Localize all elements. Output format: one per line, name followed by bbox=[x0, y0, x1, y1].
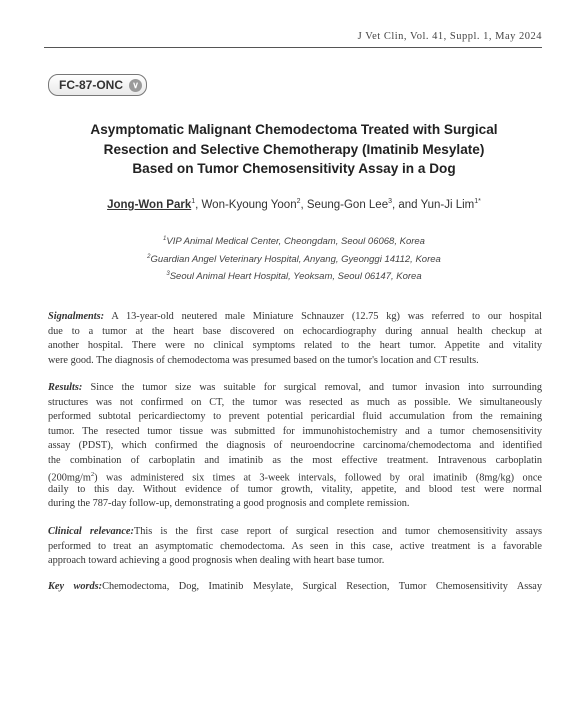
section-heading: Signalments: bbox=[48, 311, 105, 322]
paper-title bbox=[60, 120, 528, 179]
superscript: 2 bbox=[90, 471, 95, 478]
abstract-line: during the 787-day follow-up, demonstrating a good prognosis and complete remission. bbox=[48, 498, 410, 509]
title-line: Resection and Selective Chemotherapy (Imatinib Mesylate) bbox=[103, 141, 485, 157]
signalments-section bbox=[48, 310, 542, 368]
abstract-line: were good. The diagnosis of chemodectoma was presumed based on the tumor's location and CT results. bbox=[48, 354, 479, 366]
author-name: Jong-Won Park bbox=[107, 198, 192, 211]
affiliation-mark: 1 bbox=[163, 236, 167, 242]
affiliation bbox=[20, 250, 568, 268]
abstract-code-badge bbox=[48, 74, 147, 96]
dose-text: (200mg/m bbox=[48, 472, 91, 483]
chevron-down-icon: ∨ bbox=[129, 79, 142, 92]
keywords-section bbox=[48, 580, 542, 595]
abstract-line: performed subtotal pericardiectomy to prevent potential pericardial fluid accumulation from the remaining bbox=[48, 411, 542, 422]
author-name: Seung-Gon Lee bbox=[306, 198, 389, 211]
results-section bbox=[48, 381, 542, 512]
affiliation-mark: 3 bbox=[166, 271, 170, 278]
abstract-line: daily to this day. Without evidence of tumor growth, vitality, appetite, and blood test were normal bbox=[48, 483, 542, 495]
abstract-line: assay (PDST), which confirmed the diagnosis of neuroendocrine carcinoma/chemodectoma and identified bbox=[48, 440, 542, 451]
affiliation bbox=[20, 232, 568, 250]
affiliation-text: Seoul Animal Heart Hospital, Yeoksam, Seoul 06147, Korea bbox=[169, 271, 422, 283]
author-separator: , bbox=[300, 198, 307, 211]
abstract-line bbox=[48, 468, 542, 483]
section-heading: Results: bbox=[48, 382, 83, 393]
affiliation-list bbox=[20, 232, 568, 285]
abstract-line: due to a tumor at the heart base discovered on echocardiography during annual health checkup at bbox=[48, 325, 542, 337]
dose-text-cont: ) was administered six times at 3-week intervals, followed by oral imatinib (8mg/kg) once bbox=[94, 472, 542, 483]
author-affiliation-mark: 2 bbox=[296, 198, 301, 205]
keywords-text: Chemodectoma, Dog, Imatinib Mesylate, Surgical Resection, Tumor Chemosensitivity Assay bbox=[102, 581, 542, 592]
author-affiliation-mark: 1 bbox=[191, 198, 196, 205]
abstract-line: the combination of carboplatin and imatinib as the most effective treatment. Intravenous carboplatin bbox=[48, 454, 542, 466]
affiliation-text: Guardian Angel Veterinary Hospital, Anyang, Gyeonggi 14112, Korea bbox=[150, 253, 441, 265]
abstract-line: This is the first case report of surgical resection and tumor chemosensitivity assays bbox=[133, 526, 542, 537]
abstract-line: Since the tumor size was suitable for surgical removal, and tumor invasion into surrounding bbox=[90, 382, 542, 393]
author-name: Yun-Ji Lim bbox=[420, 198, 475, 211]
title-line: Asymptomatic Malignant Chemodectoma Treated with Surgical bbox=[90, 122, 498, 137]
abstract-line: performed to treat an asymptomatic chemodectoma. As seen in this case, active treatment is a favorable bbox=[48, 540, 542, 552]
author-affiliation-mark: 1* bbox=[474, 198, 481, 205]
affiliation-text: VIP Animal Medical Center, Cheongdam, Seoul 06068, Korea bbox=[166, 236, 425, 248]
section-heading: Clinical relevance: bbox=[48, 526, 134, 537]
header-divider bbox=[44, 47, 542, 48]
author-list bbox=[20, 198, 568, 211]
abstract-line: approach toward achieving a good prognosis when dealing with heart base tumor. bbox=[48, 555, 385, 566]
affiliation-mark: 2 bbox=[147, 253, 151, 260]
abstract-line: another hospital. There were no clinical symptoms related to the heart tumor. Appetite and vitality bbox=[48, 340, 542, 351]
affiliation bbox=[20, 267, 568, 285]
author-name: Won-Kyoung Yoon bbox=[201, 198, 297, 211]
author-affiliation-mark: 3 bbox=[388, 198, 392, 205]
title-line: Based on Tumor Chemosensitivity Assay in a Dog bbox=[132, 161, 456, 176]
abstract-line: A 13-year-old neutered male Miniature Schnauzer (12.75 kg) was referred to our hospital bbox=[111, 311, 542, 322]
abstract-line: tumor. The resected tumor tissue was submitted for immunohistochemistry and a tumor chemosensitivity bbox=[48, 425, 542, 437]
author-separator: , bbox=[195, 198, 202, 211]
author-separator: , and bbox=[392, 198, 421, 211]
abstract-code: FC-87-ONC bbox=[59, 78, 124, 92]
abstract-line: structures was not confirmed on CT, the tumor was resected as much as possible. We simultaneously bbox=[48, 396, 542, 408]
journal-citation-header: J Vet Clin, Vol. 41, Suppl. 1, May 2024 bbox=[357, 31, 542, 42]
section-heading: Key words: bbox=[48, 581, 103, 592]
clinical-relevance-section bbox=[48, 525, 542, 569]
